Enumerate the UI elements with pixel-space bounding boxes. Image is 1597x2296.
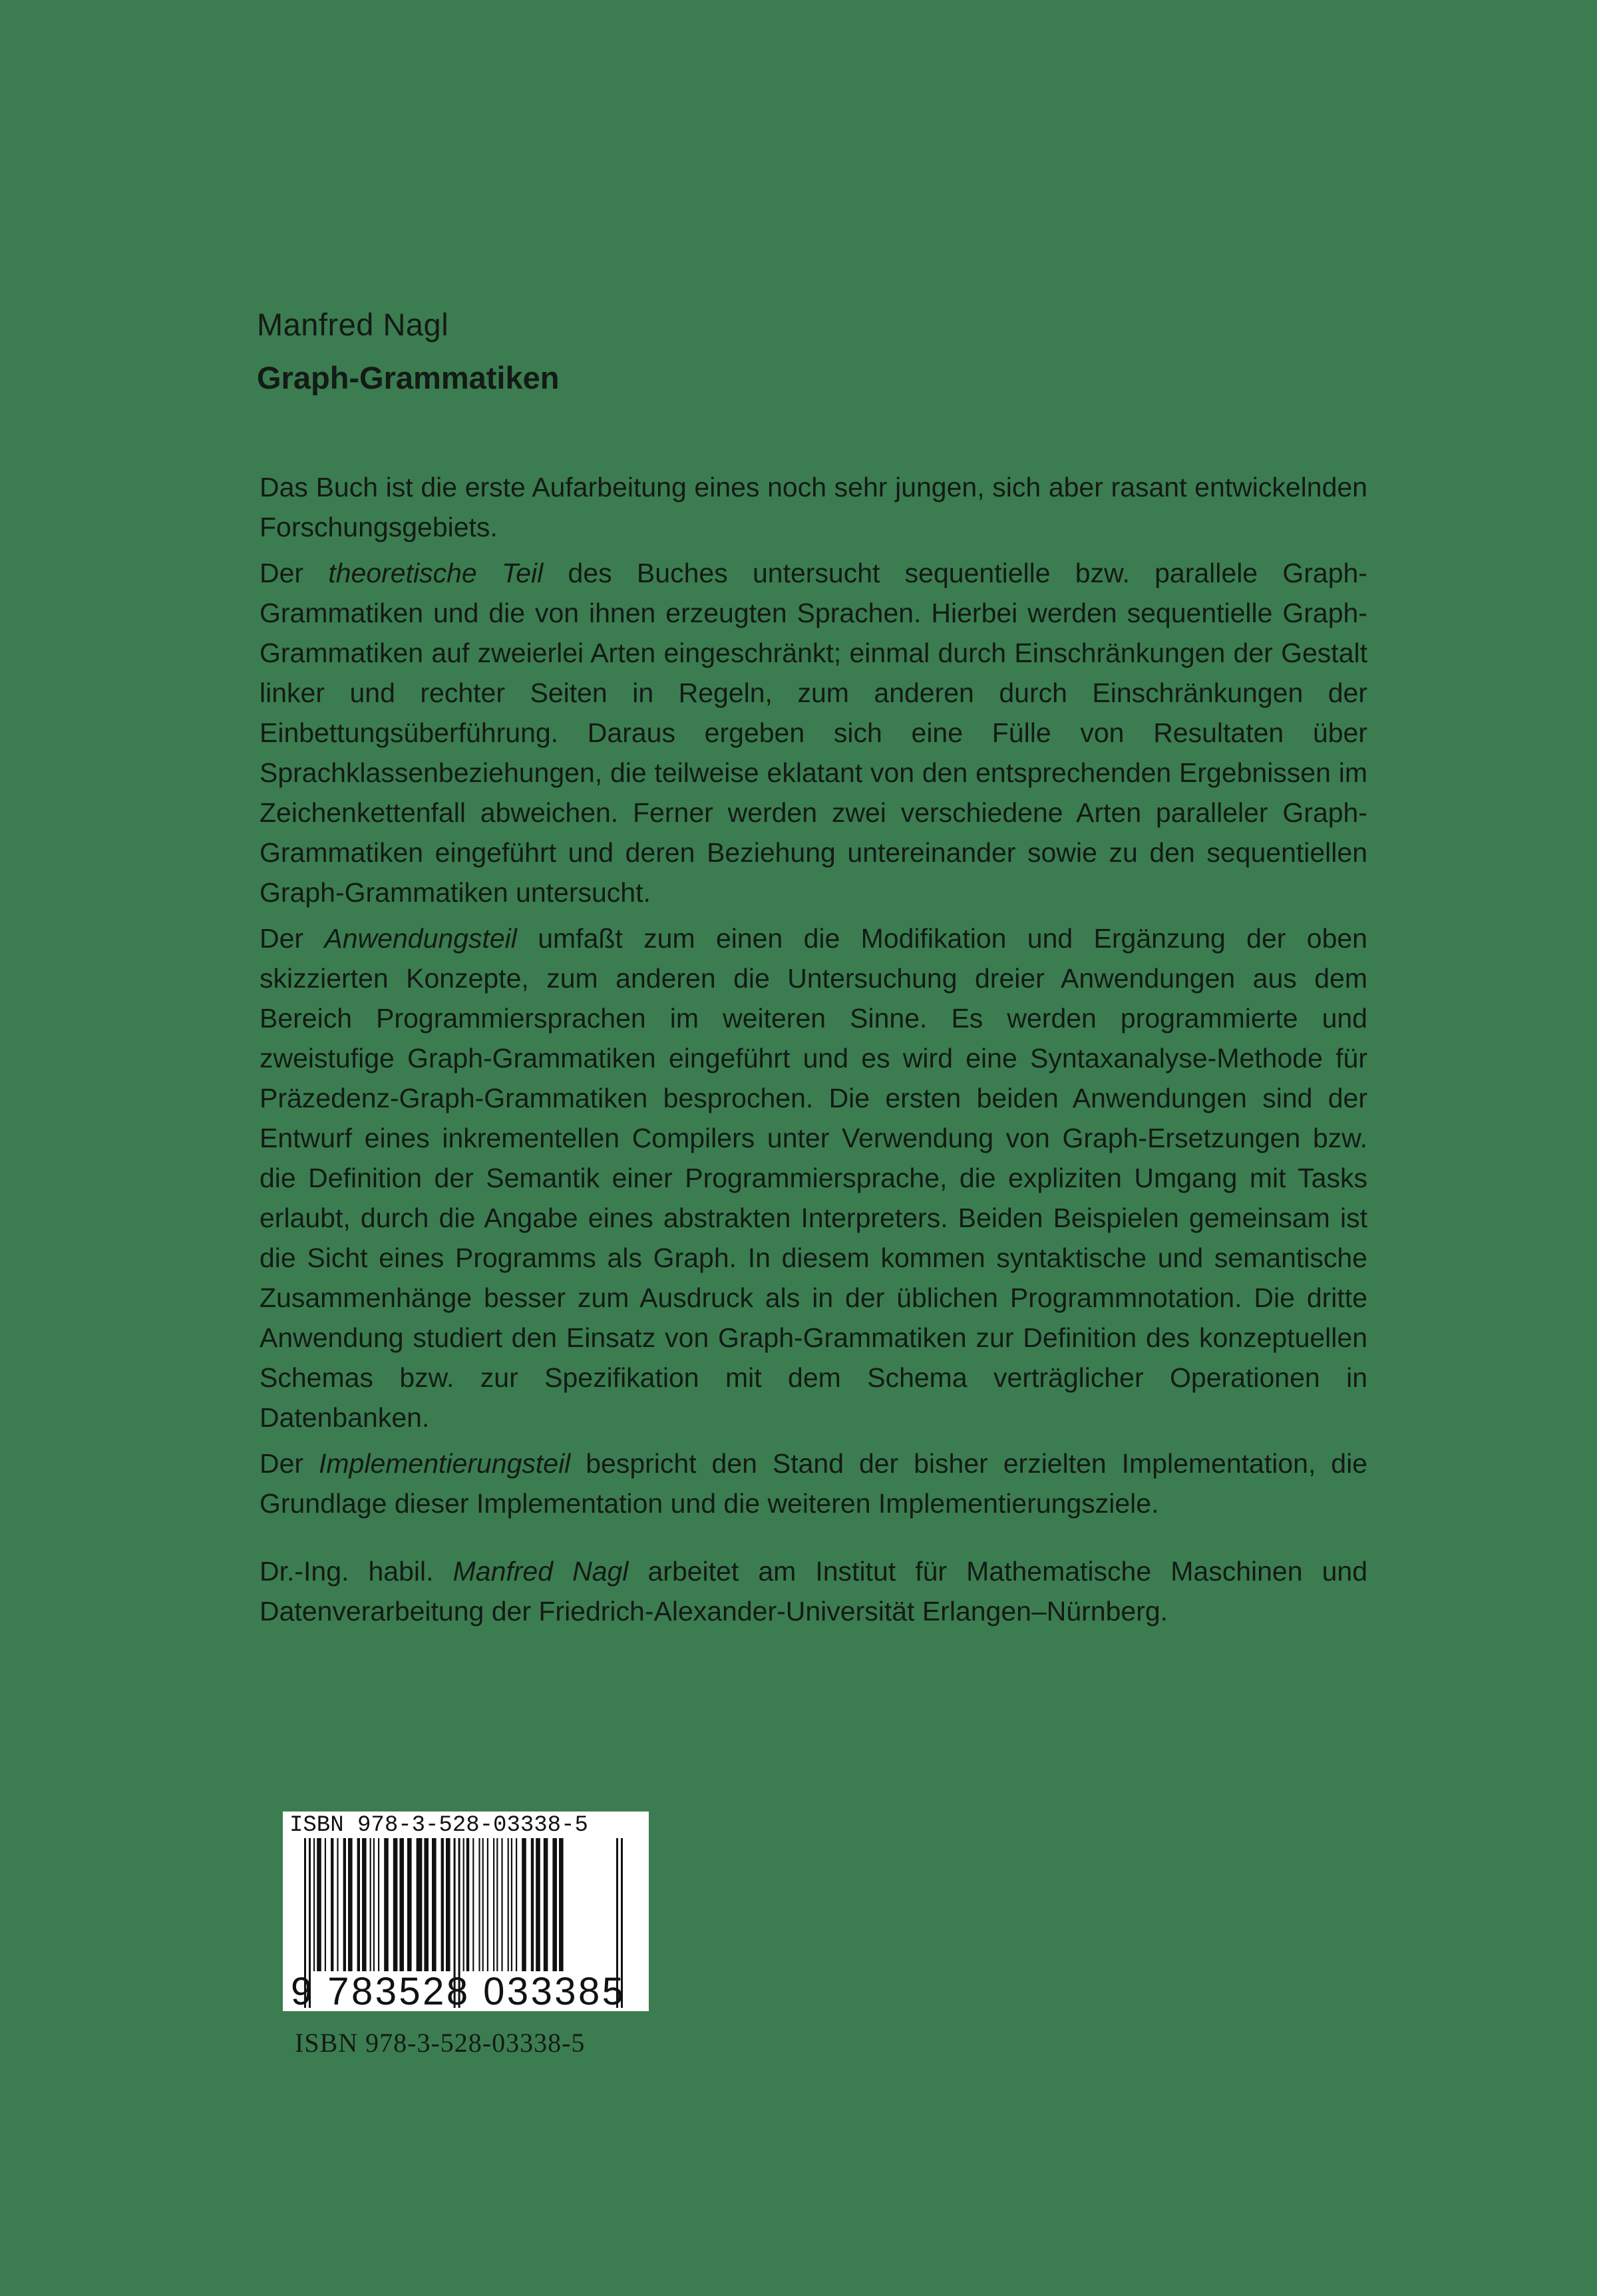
isbn-text: ISBN 978-3-528-03338-5	[295, 2028, 586, 2058]
barcode-bar	[348, 1838, 353, 1971]
bio-author-name: Manfred Nagl	[452, 1556, 629, 1587]
barcode-bar	[325, 1838, 326, 1971]
barcode-bar	[544, 1838, 548, 1971]
paragraph-text: umfaßt zum einen die Modifikation und Ergänzung der oben skizzierten Konzepte, zum anderen die Untersuchung dreier Anwendungen aus dem Bereich Programmiersprachen im weiteren Sinne. Es werden programmierte und zweistufige Graph-Grammatiken eingeführt und es wird eine Syntaxanalyse-Methode für Präzedenz-Graph-Grammatiken besprochen. Die ersten beiden Anwendungen sind der Entwurf eines inkrementellen Compilers unter Verwendung von Graph-Ersetzungen bzw. die Definition der Semantik einer Programmiersprache, die expliziten Umgang mit Tasks erlaubt, durch die Angabe eines abstrakten Interpreters. Beiden Beispielen gemeinsam ist die Sicht eines Programms als Graph. In diesem kommen syntaktische und semantische Zusammenhänge besser zum Ausdruck als in der üblichen Programmnotation. Die dritte Anwendung studiert den Einsatz von Graph-Grammatiken zur Definition des konzeptuellen Schemas bzw. zur Spezifikation mit dem Schema verträglicher Operationen in Datenbanken.	[260, 923, 1367, 1433]
barcode-bar	[552, 1838, 557, 1971]
bio-text: arbeitet am Institut für Mathematische Maschinen und Datenverarbeitung der Friedrich-Alexander-Universität Erlangen–Nürnberg.	[260, 1556, 1367, 1626]
barcode-bar	[331, 1838, 333, 1971]
barcode-bars	[289, 1838, 642, 2008]
barcode-bar	[417, 1838, 423, 1971]
barcode-bar	[407, 1838, 412, 1971]
paragraph-lead: Der	[260, 1448, 319, 1479]
barcode-bar	[482, 1838, 484, 1971]
barcode-bar	[536, 1838, 540, 1971]
paragraph-lead: Der	[260, 923, 325, 954]
barcode-bar	[378, 1838, 379, 1971]
barcode-bar	[531, 1838, 534, 1971]
barcode-bar	[441, 1838, 444, 1971]
emphasis-application: Anwendungsteil	[324, 923, 517, 954]
barcode-isbn-label: ISBN 978-3-528-03338-5	[289, 1813, 588, 1838]
barcode-bar	[343, 1838, 346, 1971]
emphasis-theory: theoretische Teil	[328, 558, 544, 588]
barcode-bar	[313, 1838, 315, 1971]
barcode-bar	[399, 1838, 404, 1971]
barcode-bar	[432, 1838, 437, 1971]
barcode-bar	[478, 1838, 480, 1971]
barcode-bar	[357, 1838, 360, 1971]
barcode-bar	[384, 1838, 389, 1971]
barcode-bar	[337, 1838, 338, 1971]
barcode-bar	[559, 1838, 564, 1971]
emphasis-implementation: Implementierungsteil	[319, 1448, 571, 1479]
barcode-bar	[522, 1838, 526, 1971]
barcode-bar	[362, 1838, 367, 1971]
barcode-bar	[463, 1838, 464, 1971]
barcode-bar	[501, 1838, 502, 1971]
barcode-bar	[317, 1838, 321, 1971]
bio-lead: Dr.-Ing. habil.	[260, 1556, 453, 1587]
barcode-bar	[446, 1838, 450, 1971]
barcode-bar	[472, 1838, 474, 1971]
barcode-bar	[487, 1838, 488, 1971]
barcode-bar	[496, 1838, 498, 1971]
author-name: Manfred Nagl	[257, 307, 449, 342]
barcode-bar	[493, 1838, 494, 1971]
paragraph-text: des Buches untersucht sequentielle bzw. parallele Graph-Grammatiken und die von ihnen erzeugten Sprachen. Hierbei werden sequentielle Graph-Grammatiken auf zweierlei Arten eingeschränkt; einmal durch Einschränkungen der Gestalt linker und rechter Seiten in Regeln, zum anderen durch Einschränkungen der Einbettungsüberführung. Daraus ergeben sich eine Fülle von Resultaten über Sprachklassenbeziehungen, die teilweise eklatant von den entsprechenden Ergebnissen im Zeichenkettenfall abweichen. Ferner werden zwei verschiedene Arten paralleler Graph-Grammatiken eingeführt und deren Beziehung untereinander sowie zu den sequentiellen Graph-Grammatiken untersucht.	[260, 558, 1367, 908]
isbn-barcode	[283, 1812, 649, 2011]
barcode-bar	[373, 1838, 375, 1971]
paragraph-text: bespricht den Stand der bisher erzielten Implementation, die Grundlage dieser Implementation und die weiteren Implementierungsziele.	[260, 1448, 1367, 1519]
barcode-bar	[370, 1838, 371, 1971]
barcode-bar	[511, 1838, 512, 1971]
author-bio	[260, 1551, 1367, 1631]
paragraph-implementation	[260, 1443, 1367, 1523]
barcode-bar	[393, 1838, 398, 1971]
blurb-text	[260, 467, 1367, 1637]
paragraph-application	[260, 918, 1367, 1437]
barcode-bar	[466, 1838, 469, 1971]
book-title: Graph-Grammatiken	[257, 360, 560, 395]
barcode-bar	[516, 1838, 517, 1971]
paragraph-intro: Das Buch ist die erste Aufarbeitung eines noch sehr jungen, sich aber rasant entwickelnden Forschungsgebiets.	[260, 472, 1367, 542]
barcode-bar	[508, 1838, 509, 1971]
barcode-digits: 9 783528 033385	[291, 1970, 623, 2008]
paragraph-theory	[260, 553, 1367, 912]
barcode-bar	[424, 1838, 429, 1971]
paragraph-lead: Der	[260, 558, 329, 588]
